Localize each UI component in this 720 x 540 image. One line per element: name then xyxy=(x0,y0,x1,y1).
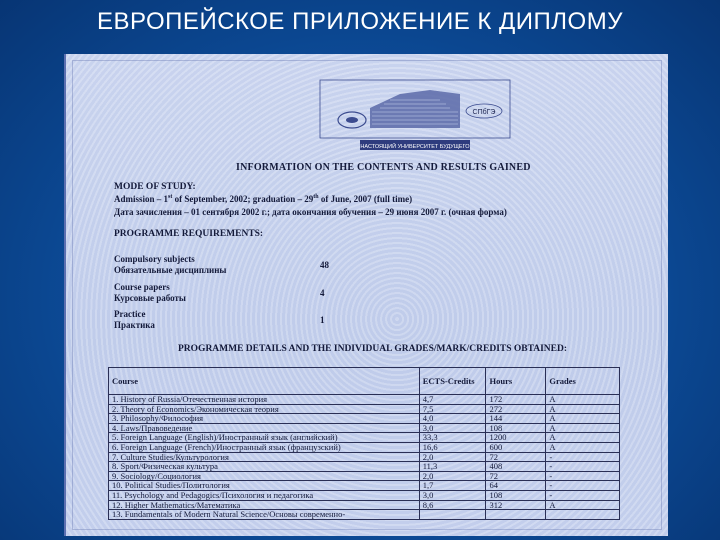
cell-hours: 600 xyxy=(486,442,546,452)
cell-ects xyxy=(419,510,486,520)
cell-course: 7. Culture Studies/Культурология xyxy=(109,452,420,462)
cell-course: 2. Theory of Economics/Экономическая теория xyxy=(109,404,420,414)
cell-grade: - xyxy=(546,462,620,472)
table-row xyxy=(109,462,620,472)
cell-course: 8. Sport/Физическая культура xyxy=(109,462,420,472)
header-ects: ECTS-Credits xyxy=(419,368,486,395)
document-heading: INFORMATION ON THE CONTENTS AND RESULTS GAINED xyxy=(236,162,531,173)
mode-of-study-ru: Дата зачисления – 01 сентября 2002 г.; дата окончания обучения – 29 июня 2007 г. (очная форма) xyxy=(114,207,507,217)
cell-hours: 1200 xyxy=(486,433,546,443)
cell-grade: - xyxy=(546,481,620,491)
mode-of-study-label: MODE OF STUDY: xyxy=(114,182,196,192)
cell-ects: 3,0 xyxy=(419,423,486,433)
cell-course: 12. Higher Mathematics/Математика xyxy=(109,500,420,510)
cell-course: 9. Sociology/Социология xyxy=(109,471,420,481)
emblem-text: НАСТОЯЩИЙ УНИВЕРСИТЕТ БУДУЩЕГО xyxy=(360,144,470,150)
cell-course: 3. Philosophy/Философия xyxy=(109,414,420,424)
cell-grade: A xyxy=(546,500,620,510)
cell-course: 11. Psychology and Pedagogics/Психология и педагогика xyxy=(109,490,420,500)
cell-ects: 16,6 xyxy=(419,442,486,452)
programme-requirements-label: PROGRAMME REQUIREMENTS: xyxy=(114,229,264,239)
cell-ects: 8,6 xyxy=(419,500,486,510)
requirement-compulsory-value: 48 xyxy=(320,260,329,270)
cell-ects: 3,0 xyxy=(419,490,486,500)
requirement-course-papers-value: 4 xyxy=(320,288,325,298)
cell-hours: 272 xyxy=(486,404,546,414)
cell-hours: 144 xyxy=(486,414,546,424)
cell-hours: 312 xyxy=(486,500,546,510)
cell-course: 5. Foreign Language (English)/Иностранный язык (английский) xyxy=(109,433,420,443)
cell-ects: 2,0 xyxy=(419,452,486,462)
cell-course: 6. Foreign Language (French)/Иностранный язык (французский) xyxy=(109,442,420,452)
cell-hours: 408 xyxy=(486,462,546,472)
cell-ects: 11,3 xyxy=(419,462,486,472)
cell-ects: 1,7 xyxy=(419,481,486,491)
requirement-practice-value: 1 xyxy=(320,315,325,325)
table-row xyxy=(109,481,620,491)
table-row xyxy=(109,490,620,500)
cell-grade: A xyxy=(546,423,620,433)
table-row xyxy=(109,442,620,452)
grades-table xyxy=(108,367,620,520)
header-course: Course xyxy=(109,368,420,395)
cell-grade: A xyxy=(546,442,620,452)
cell-grade: - xyxy=(546,452,620,462)
requirement-course-papers: Course papers Курсовые работы xyxy=(114,282,186,303)
cell-course: 4. Laws/Правоведение xyxy=(109,423,420,433)
details-heading: PROGRAMME DETAILS AND THE INDIVIDUAL GRADES/MARK/CREDITS OBTAINED: xyxy=(178,344,568,354)
cell-course: 13. Fundamentals of Modern Natural Science/Основы современно- xyxy=(109,510,420,520)
cell-hours: 172 xyxy=(486,395,546,405)
cell-ects: 4,7 xyxy=(419,395,486,405)
diploma-supplement-page xyxy=(64,54,668,536)
requirement-practice: Practice Практика xyxy=(114,309,155,330)
slide-title: ЕВРОПЕЙСКОЕ ПРИЛОЖЕНИЕ К ДИПЛОМУ xyxy=(97,8,623,35)
table-row xyxy=(109,510,620,520)
cell-grade xyxy=(546,510,620,520)
cell-ects: 4,0 xyxy=(419,414,486,424)
table-row xyxy=(109,414,620,424)
cell-ects: 2,0 xyxy=(419,471,486,481)
cell-grade: - xyxy=(546,490,620,500)
cell-course: 1. History of Russia/Отечественная история xyxy=(109,395,420,405)
cell-grade: A xyxy=(546,414,620,424)
cell-hours: 72 xyxy=(486,452,546,462)
grades-table-body xyxy=(109,395,620,520)
cell-hours: 72 xyxy=(486,471,546,481)
requirement-compulsory: Compulsory subjects Обязательные дисциплины xyxy=(114,254,227,275)
cell-hours: 108 xyxy=(486,423,546,433)
cell-hours: 64 xyxy=(486,481,546,491)
table-row xyxy=(109,395,620,405)
emblem-side-label: СПбГЭ xyxy=(472,109,496,116)
cell-grade: - xyxy=(546,471,620,481)
cell-course: 10. Political Studies/Политология xyxy=(109,481,420,491)
cell-grade: A xyxy=(546,395,620,405)
cell-grade: A xyxy=(546,433,620,443)
cell-hours: 108 xyxy=(486,490,546,500)
header-grades: Grades xyxy=(546,368,620,395)
cell-grade: A xyxy=(546,404,620,414)
mode-of-study-en: Admission – 1st of September, 2002; graduation – 29th of June, 2007 (full time) xyxy=(114,194,413,204)
cell-ects: 7,5 xyxy=(419,404,486,414)
cell-hours xyxy=(486,510,546,520)
table-header-row xyxy=(109,368,620,395)
cell-ects: 33,3 xyxy=(419,433,486,443)
header-hours: Hours xyxy=(486,368,546,395)
